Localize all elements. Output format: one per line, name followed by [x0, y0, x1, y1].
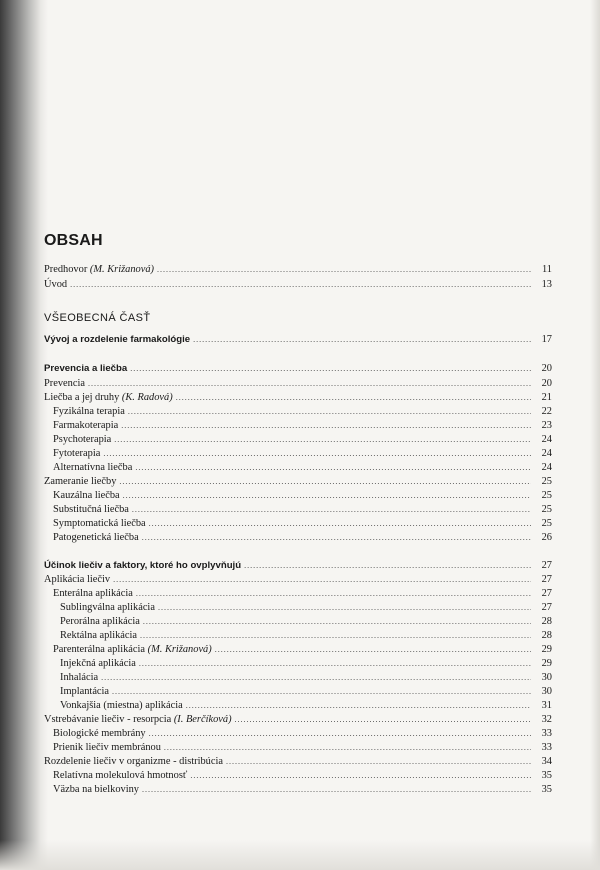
toc-entry-text: Inhalácia: [60, 672, 99, 683]
toc-entry-text: Kauzálna liečba: [53, 490, 120, 501]
toc-entry-title: [60, 658, 136, 670]
toc-entry-title: [44, 476, 116, 488]
toc-entry: [44, 418, 552, 432]
toc-entry-title: [44, 264, 154, 276]
toc-entry-author: (K. Radová): [121, 392, 173, 403]
toc-entry: [44, 460, 552, 474]
toc-entry-title: [44, 560, 241, 572]
toc-entry-text: Fytoterapia: [53, 448, 101, 459]
section-heading: VŠEOBECNÁ ČASŤ: [44, 312, 151, 324]
toc-entry-author: (I. Berčíková): [173, 714, 232, 725]
toc-entry-page-number: 22: [541, 406, 552, 417]
toc-entry: [44, 390, 552, 404]
toc-entry-text: Zameranie liečby: [44, 476, 117, 487]
toc-entry-text: Vývoj a rozdelenie farmakológie: [44, 334, 191, 345]
toc-entry: [44, 332, 552, 346]
toc-entry-text: Vstrebávanie liečiv - resorpcia: [44, 714, 172, 725]
toc-dot-leader: [186, 702, 531, 710]
toc-dot-leader: [114, 436, 531, 444]
toc-entry-page-number: 26: [541, 532, 552, 543]
toc-dot-leader: [215, 646, 531, 654]
toc-dot-leader: [149, 520, 531, 528]
toc-entry: [44, 768, 552, 782]
toc-entry-title: [60, 602, 155, 614]
toc-entry-page-number: 20: [541, 363, 552, 374]
toc-entry: [44, 684, 552, 698]
toc-entry-title: [60, 686, 109, 698]
toc-entry: [44, 614, 552, 628]
toc-entry-page-number: 33: [541, 742, 552, 753]
toc-entry-title: [53, 406, 125, 418]
toc-dot-leader: [135, 464, 531, 472]
toc-entry-text: Symptomatická liečba: [53, 518, 146, 529]
toc-entry: [44, 572, 552, 586]
toc-dot-leader: [119, 478, 531, 486]
toc-dot-leader: [235, 716, 531, 724]
toc-entry-page-number: 30: [541, 686, 552, 697]
toc-entry-title: [44, 378, 85, 390]
toc-entry: [44, 516, 552, 530]
toc-entry-title: [53, 420, 118, 432]
toc-entry: [44, 502, 552, 516]
toc-entry-title: [53, 532, 139, 544]
toc-dot-leader: [158, 604, 531, 612]
toc-dot-leader: [142, 786, 531, 794]
toc-entry: [44, 656, 552, 670]
toc-entry-page-number: 11: [541, 264, 552, 275]
toc-entry-text: Prevencia: [44, 378, 85, 389]
toc-entry-title: [53, 434, 111, 446]
toc-dot-leader: [130, 365, 531, 373]
toc-entry-page-number: 27: [541, 602, 552, 613]
toc-entry: [44, 670, 552, 684]
toc-entry-text: Injekčná aplikácia: [60, 658, 136, 669]
toc-entry-title: [53, 518, 146, 530]
toc-entry: [44, 782, 552, 796]
toc-entry-title: [53, 462, 132, 474]
toc-dot-leader: [113, 576, 531, 584]
toc-dot-leader: [139, 660, 531, 668]
toc-entry-page-number: 29: [541, 658, 552, 669]
toc-entry-title: [44, 334, 190, 346]
toc-entry-page-number: 25: [541, 504, 552, 515]
toc-entry-page-number: 20: [541, 378, 552, 389]
toc-entry: [44, 446, 552, 460]
toc-entry: [44, 754, 552, 768]
page-title: OBSAH: [44, 232, 103, 249]
toc-entry-text: Prevencia a liečba: [44, 363, 128, 374]
toc-entry-title: [44, 756, 223, 768]
toc-entry-page-number: 27: [541, 560, 552, 571]
toc-entry-page-number: 32: [541, 714, 552, 725]
toc-entry-text: Farmakoterapia: [53, 420, 119, 431]
toc-entry: [44, 740, 552, 754]
toc-entry-title: [53, 490, 120, 502]
toc-entry-title: [53, 448, 100, 460]
toc-entry-page-number: 35: [541, 784, 552, 795]
page-bottom-shadow: [0, 840, 600, 870]
toc-entry-title: [53, 728, 146, 740]
toc-entry-page-number: 30: [541, 672, 552, 683]
toc-dot-leader: [164, 744, 531, 752]
toc-entry-page-number: 25: [541, 490, 552, 501]
toc-entry-title: [44, 279, 67, 291]
toc-entry-title: [60, 672, 98, 684]
toc-entry-text: Psychoterapia: [53, 434, 112, 445]
toc-entry-text: Parenterálna aplikácia: [53, 644, 146, 655]
toc-entry-text: Úvod: [44, 279, 68, 290]
toc-entry-author: (M. Križanová): [147, 644, 212, 655]
toc-dot-leader: [140, 632, 531, 640]
toc-entry: [44, 712, 552, 726]
toc-entry-text: Väzba na bielkoviny: [53, 784, 139, 795]
toc-entry-page-number: 25: [541, 476, 552, 487]
toc-dot-leader: [176, 394, 531, 402]
toc-entry-text: Rozdelenie liečiv v organizme - distribúcia: [44, 756, 223, 767]
toc-entry: [44, 558, 552, 572]
toc-entry-page-number: 34: [541, 756, 552, 767]
toc-entry-text: Biologické membrány: [53, 728, 146, 739]
toc-entry-page-number: 27: [541, 588, 552, 599]
toc-entry: [44, 488, 552, 502]
toc-entry-text: Implantácia: [60, 686, 110, 697]
toc-entry-text: Sublingválna aplikácia: [60, 602, 155, 613]
toc-entry-title: [44, 392, 173, 404]
toc-entry-title: [53, 644, 212, 656]
toc-entry: [44, 361, 552, 375]
toc-entry: [44, 404, 552, 418]
toc-entry-text: Fyzikálna terapia: [53, 406, 125, 417]
toc-entry-title: [53, 588, 133, 600]
toc-entry: [44, 262, 552, 276]
toc-entry-page-number: 35: [541, 770, 552, 781]
page-edge-shadow: [590, 0, 600, 870]
toc-entry-title: [53, 504, 129, 516]
toc-dot-leader: [226, 758, 531, 766]
toc-entry-text: Perorálna aplikácia: [60, 616, 140, 627]
toc-entry-text: Alternatívna liečba: [53, 462, 133, 473]
toc-entry-text: Rektálna aplikácia: [60, 630, 138, 641]
toc-entry-title: [60, 616, 140, 628]
toc-dot-leader: [123, 492, 531, 500]
toc-dot-leader: [193, 336, 531, 344]
toc-entry-page-number: 13: [541, 279, 552, 290]
toc-entry-text: Substitučná liečba: [53, 504, 129, 515]
toc-entry-page-number: 17: [541, 334, 552, 345]
toc-dot-leader: [121, 422, 531, 430]
toc-dot-leader: [132, 506, 531, 514]
toc-dot-leader: [128, 408, 531, 416]
toc-entry-title: [60, 700, 183, 712]
toc-entry-title: [53, 742, 161, 754]
toc-entry-title: [60, 630, 137, 642]
toc-entry: [44, 474, 552, 488]
toc-dot-leader: [157, 266, 531, 274]
toc-entry: [44, 698, 552, 712]
toc-entry-title: [53, 770, 187, 782]
toc-entry-page-number: 21: [541, 392, 552, 403]
toc-entry-page-number: 27: [541, 574, 552, 585]
toc-entry: [44, 376, 552, 390]
toc-entry-page-number: 23: [541, 420, 552, 431]
toc-dot-leader: [149, 730, 531, 738]
toc-dot-leader: [101, 674, 531, 682]
toc-entry-page-number: 28: [541, 616, 552, 627]
toc-entry-title: [44, 363, 127, 375]
toc-entry-title: [44, 574, 110, 586]
toc-entry-page-number: 25: [541, 518, 552, 529]
toc-entry-text: Patogenetická liečba: [53, 532, 139, 543]
toc-entry: [44, 642, 552, 656]
toc-entry-text: Aplikácia liečiv: [44, 574, 111, 585]
toc-dot-leader: [103, 450, 531, 458]
toc-entry: [44, 530, 552, 544]
toc-entry-page-number: 24: [541, 434, 552, 445]
toc-dot-leader: [190, 772, 531, 780]
toc-entry-page-number: 24: [541, 462, 552, 473]
toc-entry-text: Vonkajšia (miestna) aplikácia: [60, 700, 183, 711]
toc-entry-author: (M. Križanová): [89, 264, 154, 275]
toc-entry-text: Enterálna aplikácia: [53, 588, 133, 599]
toc-dot-leader: [143, 618, 531, 626]
toc-entry-page-number: 28: [541, 630, 552, 641]
book-spine-shadow: [0, 0, 48, 870]
toc-entry-title: [53, 784, 139, 796]
toc-dot-leader: [112, 688, 531, 696]
toc-entry-page-number: 24: [541, 448, 552, 459]
toc-dot-leader: [136, 590, 531, 598]
toc-entry: [44, 726, 552, 740]
toc-entry: [44, 277, 552, 291]
toc-entry-page-number: 31: [541, 700, 552, 711]
toc-dot-leader: [244, 562, 531, 570]
toc-entry-page-number: 29: [541, 644, 552, 655]
toc-entry-page-number: 33: [541, 728, 552, 739]
toc-entry-title: [44, 714, 232, 726]
toc-dot-leader: [70, 281, 531, 289]
toc-entry-text: Relatívna molekulová hmotnosť: [53, 770, 188, 781]
toc-dot-leader: [142, 534, 531, 542]
toc-entry-text: Liečba a jej druhy: [44, 392, 120, 403]
toc-entry-text: Účinok liečiv a faktory, ktoré ho ovplyvňujú: [44, 560, 242, 571]
toc-entry: [44, 586, 552, 600]
toc-entry: [44, 628, 552, 642]
toc-entry-text: Predhovor: [44, 264, 88, 275]
toc-entry: [44, 432, 552, 446]
toc-dot-leader: [88, 380, 531, 388]
toc-entry-text: Prienik liečiv membránou: [53, 742, 161, 753]
toc-entry: [44, 600, 552, 614]
